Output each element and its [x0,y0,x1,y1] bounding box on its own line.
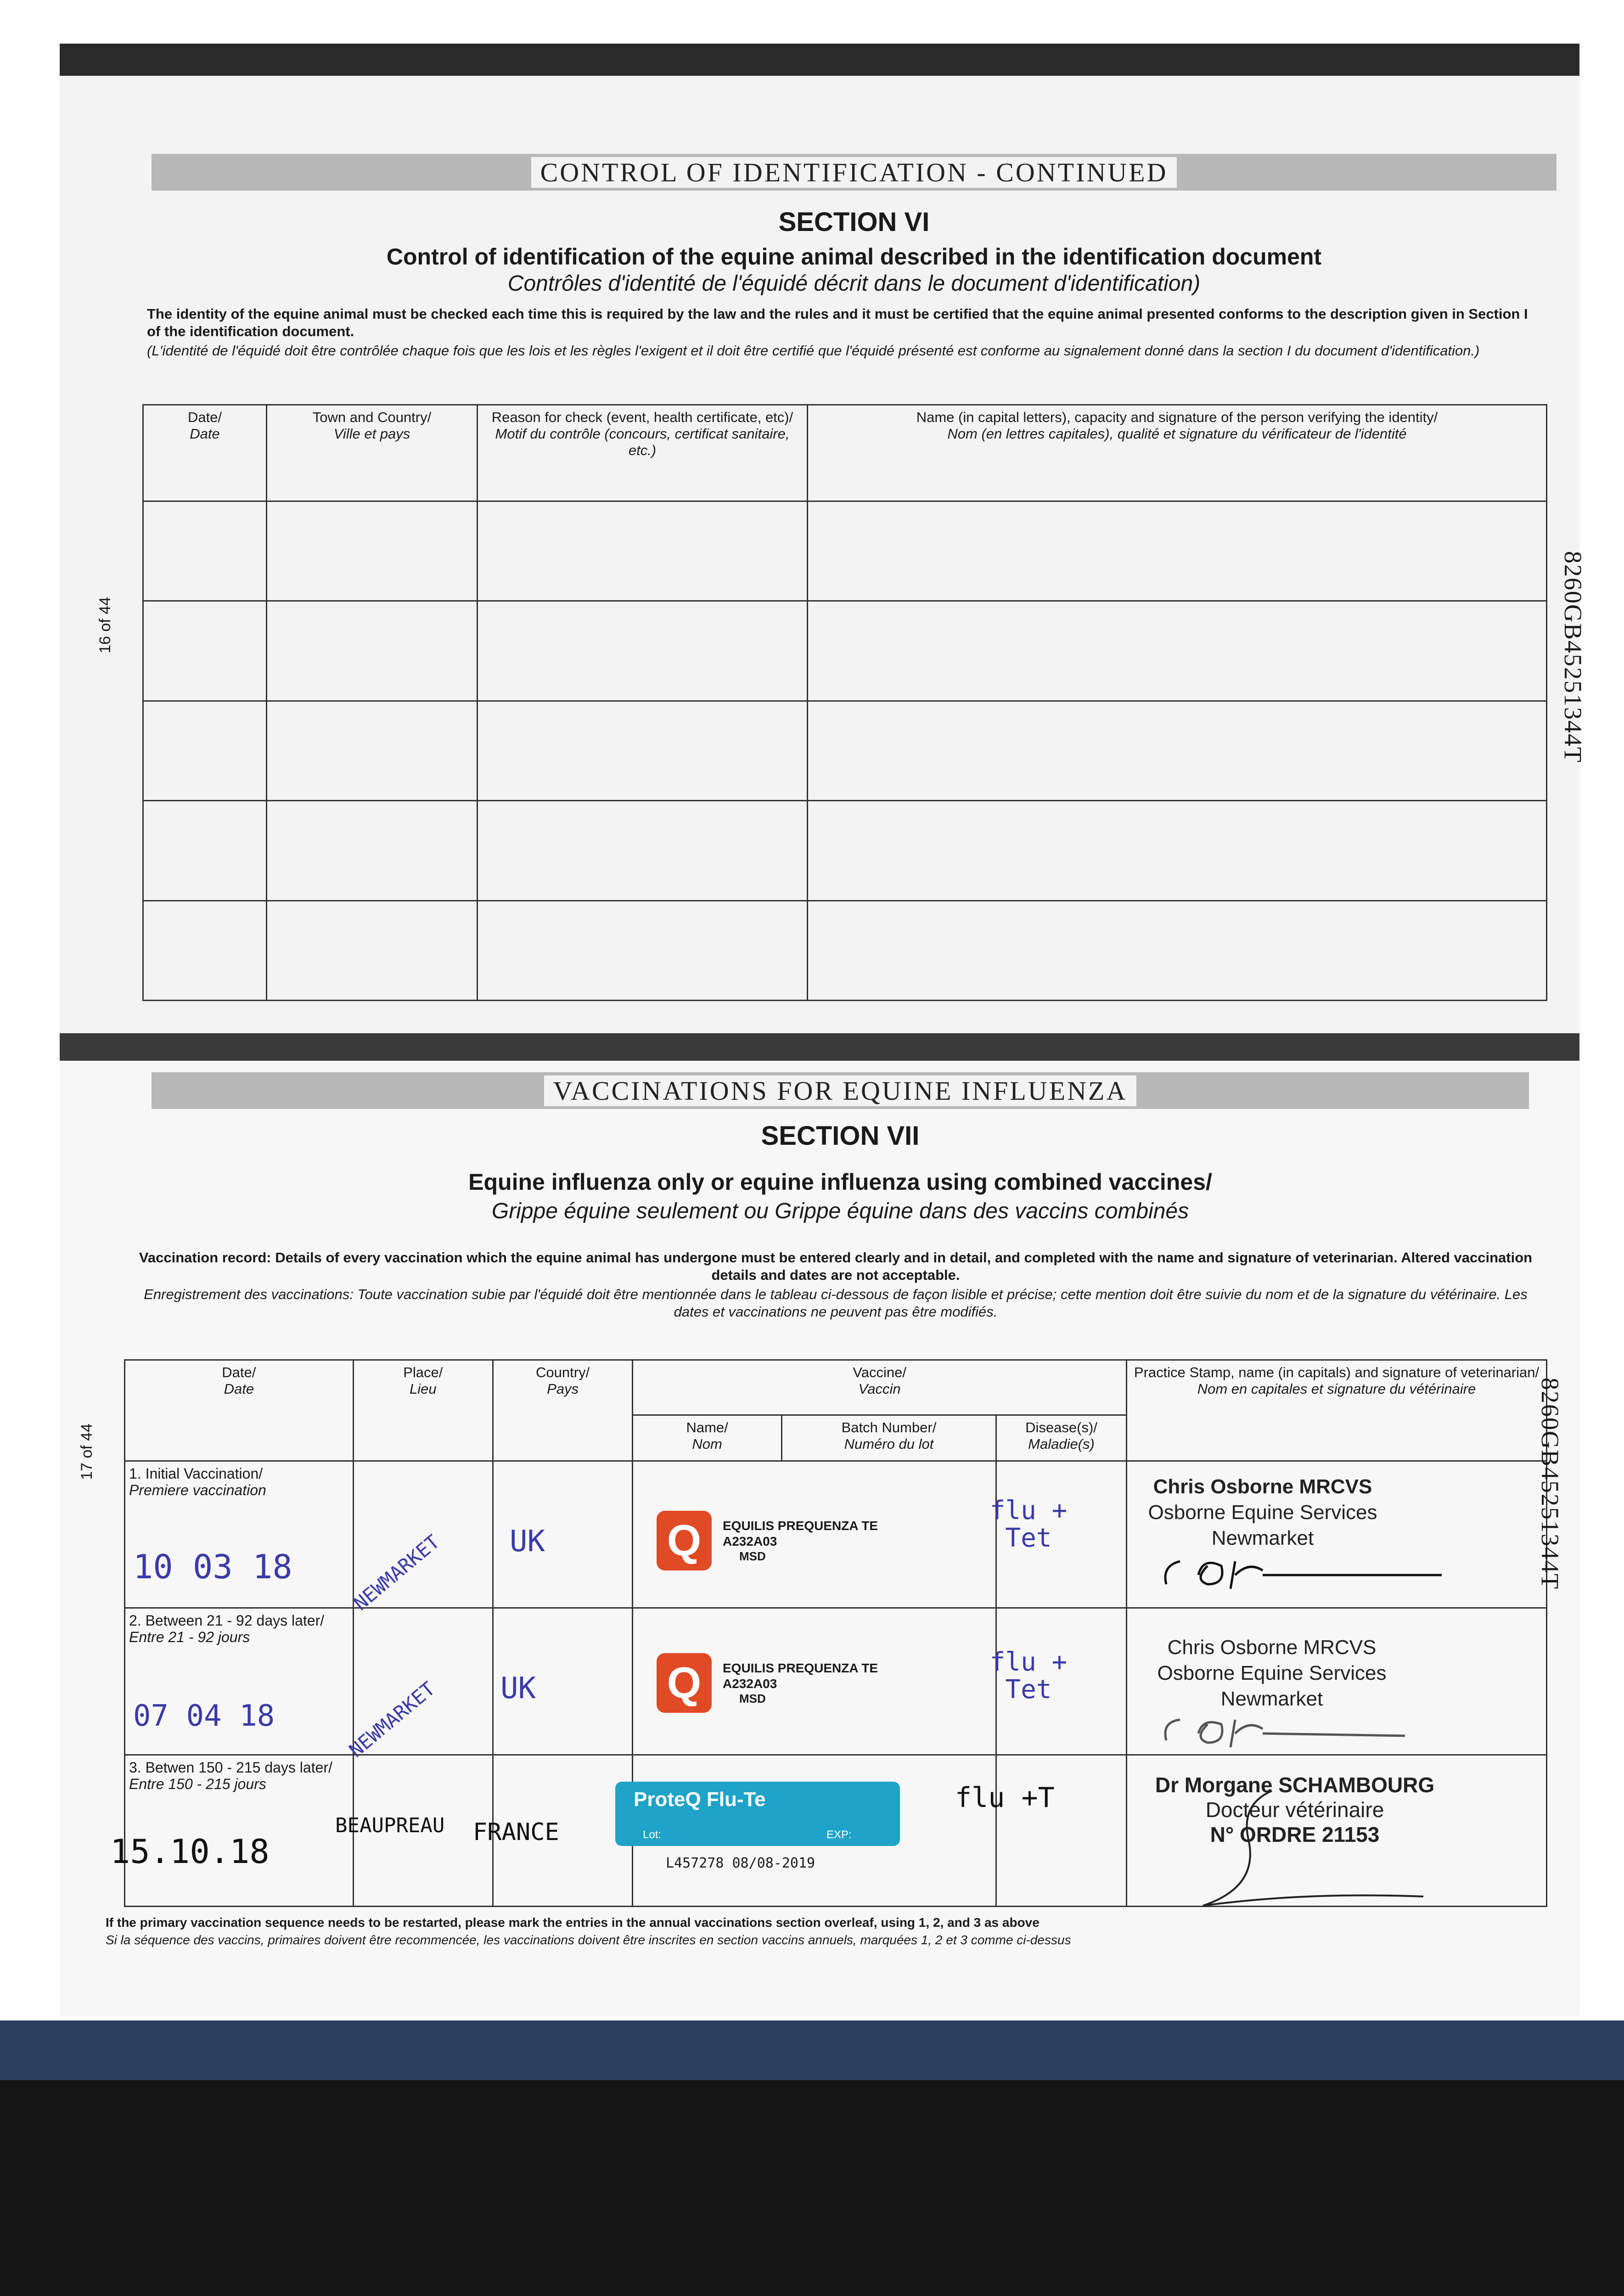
row1-disease: flu + Tet [989,1496,1068,1553]
row3-stamp-line3: N° ORDRE 21153 [1210,1823,1380,1846]
section6-intro-fr: (L'identité de l'équidé doit être contrôlée chaque fois que les lois et les règles l'exigent et il doit être certifié que l'équidé présenté est conforme au signalement donné dans la section I du document d'identification.) [147,343,1480,359]
section7-footer-fr: Si la séquence des vaccins, primaires doivent être recommencée, les vaccinations doivent être inscrites en section vaccins annuels, marquées 1, 2 et 3 comme ci-dessus [106,1933,1071,1947]
section7-page-number: 17 of 44 [78,1424,96,1480]
table-row [143,701,1547,800]
q-logo-icon: Q [657,1511,712,1570]
row2-disease: flu + Tet [989,1647,1068,1705]
section6-banner-text: CONTROL OF IDENTIFICATION - CONTINUED [531,157,1177,188]
section7-banner-text: VACCINATIONS FOR EQUINE INFLUENZA [544,1075,1137,1106]
row3-exp-label: EXP: [826,1829,852,1841]
row2-date: 07 04 18 [133,1699,275,1733]
section7-title-fr: Grippe équine seulement ou Grippe équine dans des vaccins combinés [491,1199,1189,1223]
row1-date: 10 03 18 [133,1548,292,1586]
section6-side-code: 8260GB45251344T [1559,551,1587,763]
q-logo-icon: Q [657,1653,712,1713]
row2-vaccine-name: EQUILIS PREQUENZA TE [723,1660,878,1675]
col-reason: Reason for check (event, health certificate, etc)/ Motif du contrôle (concours, certificat sanitaire, etc.) [478,405,808,501]
row2-vaccine-maker: MSD [739,1691,766,1705]
row3-country: FRANCE [473,1818,559,1846]
row2-vaccine-sticker [657,1653,878,1713]
row3-signature [1111,1786,1433,1924]
section7-title-en: Equine influenza only or equine influenza using combined vaccines/ [468,1169,1212,1195]
section7-banner [152,1072,1529,1109]
section6-title-en: Control of identification of the equine animal described in the identification document [386,244,1322,270]
col-vaccine: Vaccine/ Vaccin [633,1360,1127,1415]
row1-stamp-line3: Newmarket [1211,1527,1314,1549]
col-disease: Disease(s)/ Maladie(s) [996,1415,1127,1461]
row1-vaccine-name: EQUILIS PREQUENZA TE [723,1518,878,1533]
section6-page-number: 16 of 44 [96,597,114,653]
row2-stamp-line3: Newmarket [1220,1688,1323,1710]
row3-vaccine-brand: ProteQ Flu-Te [634,1788,766,1811]
row3-disease: flu +T [955,1782,1055,1814]
col-country: Country/ Pays [493,1360,632,1461]
scan-top-border [60,44,1624,76]
section6-label: SECTION VI [778,207,930,237]
row2-signature [1157,1708,1414,1754]
section6-banner [152,154,1557,191]
row3-lot-label: Lot: [643,1829,662,1841]
row1-signature [1157,1548,1451,1598]
col-town-country: Town and Country/ Ville et pays [267,405,478,501]
row1-vaccine-batch: A232A03 [723,1534,777,1548]
col-vaccine-name: Name/ Nom [633,1415,782,1461]
col-stamp: Practice Stamp, name (in capitals) and signature of veterinarian/ Nom en capitales et signature du vétérinaire [1127,1360,1547,1461]
row3-lot-value: L457278 08/08-2019 [666,1855,815,1871]
table-row [143,801,1547,900]
row2-place: NEWMARKET [344,1677,439,1762]
section7-record-fr: Enregistrement des vaccinations: Toute vaccination subie par l'équidé doit être mentionnée dans le tableau ci-dessous de façon lisible et précise; cette mention doit être suivie du nom et de la signature du vétérinaire. Les dates et vaccinations ne peuvent pas être modifiés. [144,1286,1528,1320]
table-row [143,601,1547,701]
row1-country: UK [510,1525,545,1559]
identity-check-table [142,404,1547,1001]
row1-place: NEWMARKET [349,1530,444,1615]
table-row [143,501,1547,601]
row3-stamp-line2: Docteur vétérinaire [1205,1798,1384,1822]
col-date: Date/ Date [125,1360,354,1461]
row3-stamp-line1: Dr Morgane SCHAMBOURG [1155,1773,1435,1797]
row1-stamp-line2: Osborne Equine Services [1148,1501,1377,1524]
row1-stamp [1102,1474,1423,1551]
row2-stamp [1111,1635,1433,1712]
table-row [143,900,1547,1000]
section7-label: SECTION VII [761,1121,920,1151]
col-date: Date/ Date [143,405,267,501]
col-verifier: Name (in capital letters), capacity and signature of the person verifying the identity/ Nom (en lettres capitales), qualité et signature du vérificateur de l'identité [808,405,1547,501]
section7-side-code: 8260GB45251344T [1536,1378,1564,1590]
section6-title-fr: Contrôles d'identité de l'équidé décrit dans le document d'identification) [507,271,1201,296]
section7-record-en: Vaccination record: Details of every vaccination which the equine animal has undergone must be entered clearly and in detail, and completed with the name and signature of veterinarian. Altered vaccination details and dates are not acceptable. [139,1249,1533,1283]
row1-stamp-line1: Chris Osborne MRCVS [1153,1475,1372,1498]
col-batch: Batch Number/ Numéro du lot [781,1415,996,1461]
row3-place: BEAUPREAU [335,1814,445,1837]
section7-footer-en: If the primary vaccination sequence needs to be restarted, please mark the entries in the annual vaccinations section overleaf, using 1, 2, and 3 as above [106,1915,1040,1930]
row2-stamp-line2: Osborne Equine Services [1157,1662,1387,1684]
row2-country: UK [500,1671,536,1705]
row3-date: 15.10.18 [110,1832,270,1871]
row3-vaccine-sticker [615,1782,900,1846]
row1-vaccine-maker: MSD [739,1549,766,1563]
row2-vaccine-batch: A232A03 [723,1676,777,1691]
row3-label: 3. Betwen 150 - 215 days later/ Entre 150 - 215 jours [125,1755,354,1907]
scan-bottom-blue [0,2020,1624,2080]
row2-label: 2. Between 21 - 92 days later/ Entre 21 - 92 jours [125,1608,354,1755]
scan-margin [1579,0,1624,2020]
row2-stamp-line1: Chris Osborne MRCVS [1167,1636,1377,1659]
row1-label: 1. Initial Vaccination/ Premiere vaccination [125,1461,354,1608]
section6-intro-en: The identity of the equine animal must be checked each time this is required by the law and the rules and it must be certified that the equine animal presented conforms to the description given in Section I of the identification document. [147,306,1528,339]
col-place: Place/ Lieu [353,1360,493,1461]
row1-vaccine-sticker [657,1511,878,1570]
